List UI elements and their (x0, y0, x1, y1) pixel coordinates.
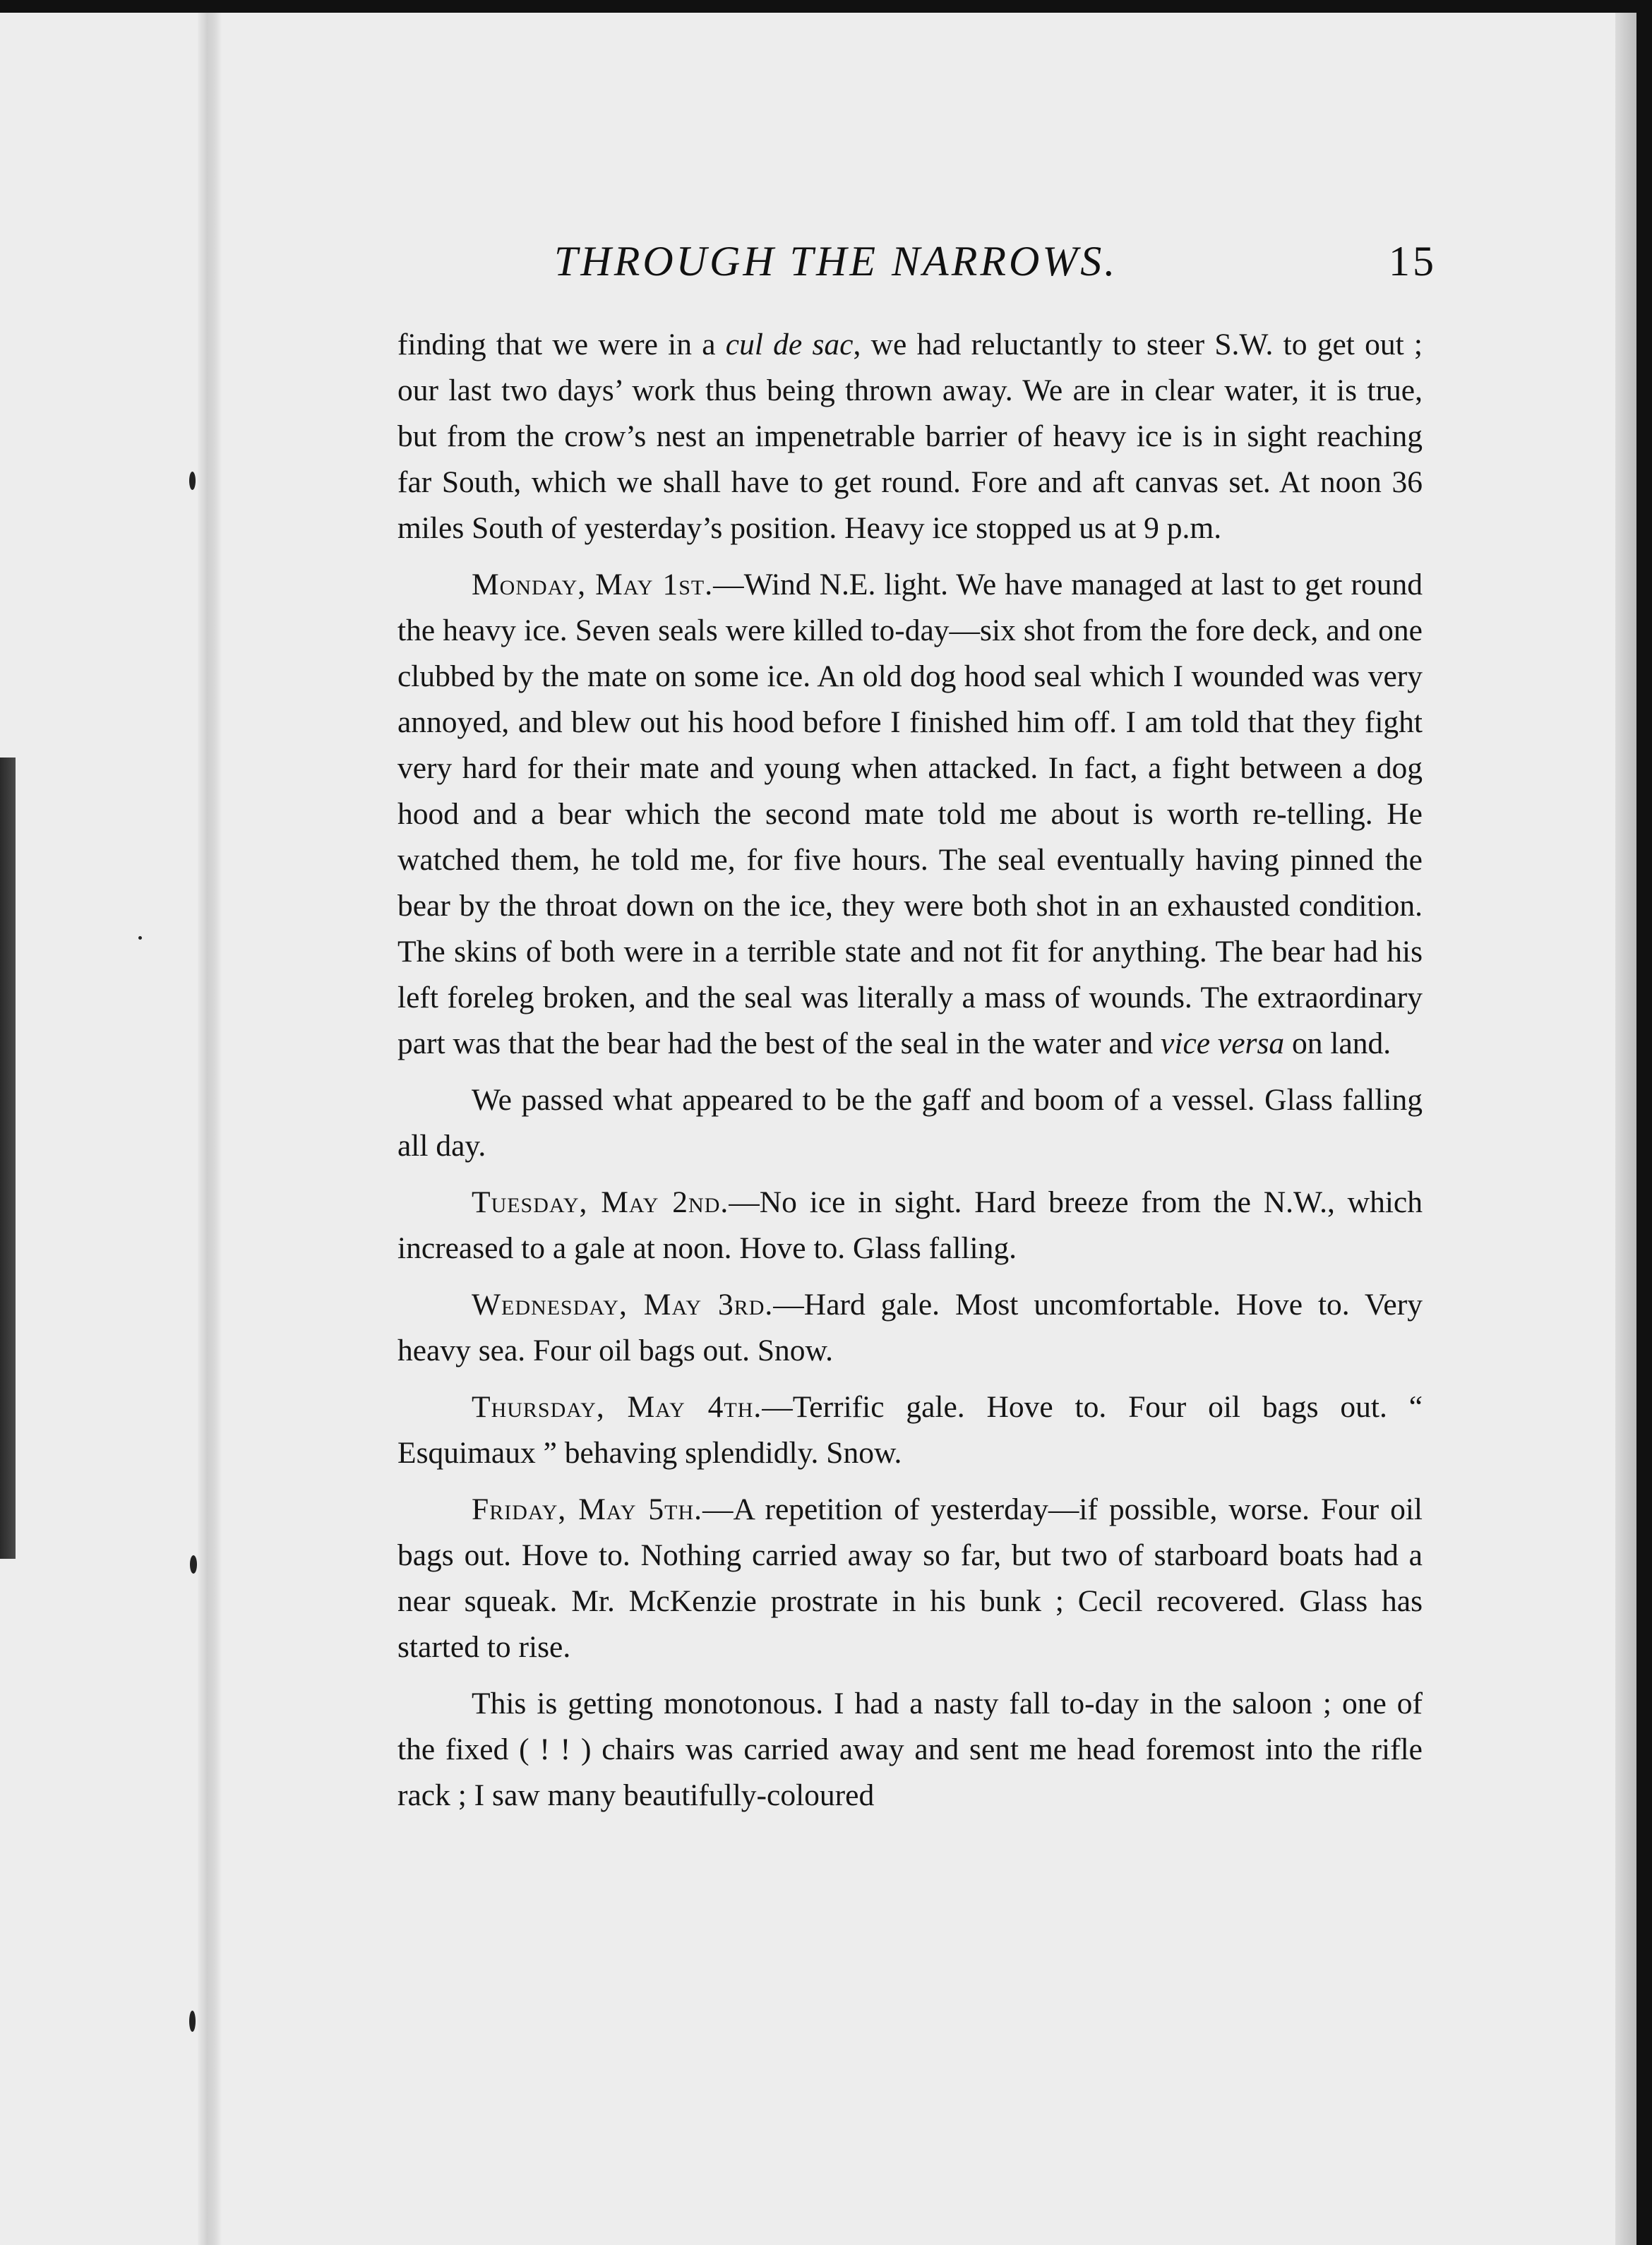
italic-phrase: vice versa (1161, 1026, 1285, 1060)
paragraph (397, 1282, 1423, 1374)
date-heading: Thursday, May 4th. (472, 1390, 762, 1424)
text-run: This is getting monotonous. I had a nasty fall to-day in the saloon ; one of the fixed ( ! ! ) chairs was carried away and sent me head foremost into the rifle rack ; I saw many beautifully-coloured (397, 1687, 1423, 1812)
facing-plate-edge (0, 758, 16, 1559)
paragraph (397, 1487, 1423, 1670)
date-heading: Friday, May 5th. (472, 1492, 703, 1526)
page-edge (1615, 13, 1636, 2245)
margin-speck (189, 472, 196, 490)
text-run: —Terrific gale. Hove to. Four oil bags out. “ Esquimaux ” behaving splendidly. Snow. (397, 1390, 1423, 1470)
text-run: —A repetition of yesterday—if possible, worse. Four oil bags out. Hove to. Nothing carried away so far, but two of starboard boats had a near squeak. Mr. McKenzie prostrate in his bunk ; Cecil recovered. Glass has started to rise. (397, 1492, 1423, 1664)
paragraph (397, 1077, 1423, 1169)
book-page (0, 13, 1636, 2245)
text-run: We passed what appeared to be the gaff and boom of a vessel. Glass falling all day. (397, 1083, 1423, 1163)
paragraph (397, 1384, 1423, 1476)
paragraph (397, 1681, 1423, 1819)
paragraph (397, 322, 1423, 551)
italic-phrase: cul de sac (725, 328, 854, 361)
text-run: —No ice in sight. Hard breeze from the N.W., which increased to a gale at noon. Hove to. Glass falling. (397, 1185, 1423, 1265)
paragraph (397, 562, 1423, 1067)
date-heading: Wednesday, May 3rd. (472, 1288, 774, 1322)
text-run: —Hard gale. Most uncomfortable. Hove to. Very heavy sea. Four oil bags out. Snow. (397, 1288, 1423, 1367)
running-title: THROUGH THE NARROWS. (554, 238, 1118, 285)
spine-shadow (198, 13, 222, 2245)
text-run: —Wind N.E. light. We have managed at last to get round the heavy ice. Seven seals were killed to-day—six shot from the fore deck, and one clubbed by the mate on some ice. An old dog hood seal which I wounded was very annoyed, and blew out his hood before I finished him off. I am told that they fight very hard for their mate and young when attacked. In fact, a fight between a dog hood and a bear which the second mate told me about is worth re-telling. He watched them, he told me, for five hours. The seal eventually having pinned the bear by the throat down on the ice, they were both shot in an exhausted condition. The skins of both were in a terrible state and not fit for anything. The bear had his left foreleg broken, and the seal was literally a mass of wounds. The extraordinary part was that the bear had the best of the seal in the water and (397, 568, 1423, 1060)
date-heading: Tuesday, May 2nd. (472, 1185, 729, 1219)
text-run: , we had reluctantly to steer S.W. to get out ; our last two days’ work thus being thrown away. We are in clear water, it is true, but from the crow’s nest an impenetrable barrier of heavy ice is in sight reaching far South, which we shall have to get round. Fore and aft canvas set. At noon 36 miles South of yesterday’s position. Heavy ice stopped us at 9 p.m. (397, 328, 1423, 545)
running-head (554, 237, 1437, 294)
body-text (397, 322, 1423, 1829)
margin-speck (190, 1555, 197, 1574)
date-heading: Monday, May 1st. (472, 568, 714, 601)
text-run: finding that we were in a (397, 328, 726, 361)
page-number: 15 (1389, 238, 1437, 285)
text-run: on land. (1284, 1026, 1391, 1060)
margin-speck (189, 2011, 196, 2032)
paragraph (397, 1180, 1423, 1271)
margin-speck (138, 936, 142, 940)
